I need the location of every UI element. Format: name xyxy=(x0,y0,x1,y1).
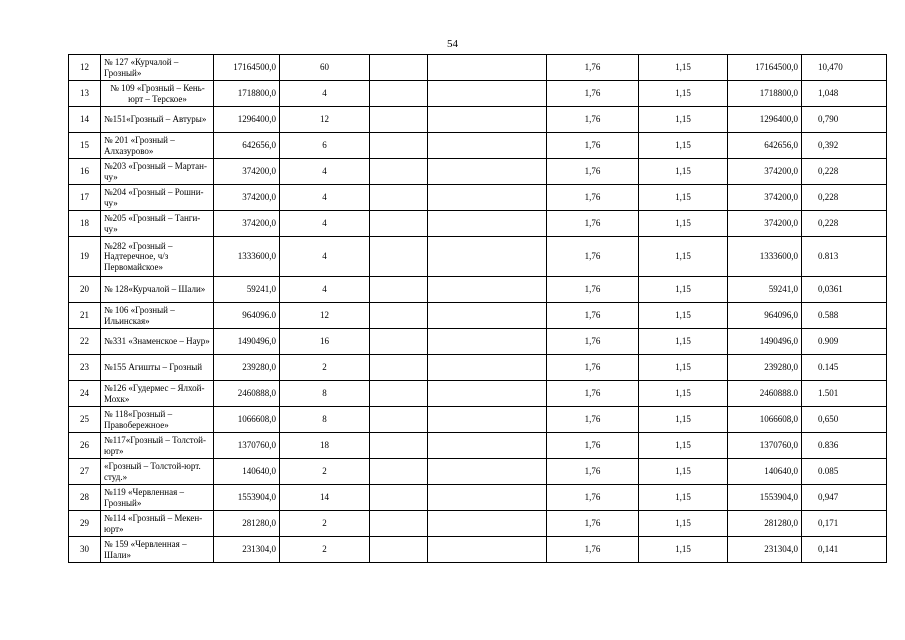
cost-cell: 17164500,0 xyxy=(214,55,280,81)
table-row xyxy=(69,537,887,563)
share-cell: 0.909 xyxy=(802,329,887,355)
empty-cell xyxy=(428,381,547,407)
empty-cell xyxy=(428,511,547,537)
total-cell: 374200,0 xyxy=(728,211,802,237)
cost-cell: 964096.0 xyxy=(214,303,280,329)
coefficient-1-cell: 1,76 xyxy=(547,303,639,329)
row-number-cell: 25 xyxy=(69,407,101,433)
empty-cell xyxy=(370,537,428,563)
row-number-cell: 15 xyxy=(69,133,101,159)
row-number-cell: 19 xyxy=(69,237,101,277)
share-cell: 0,228 xyxy=(802,185,887,211)
coefficient-1-cell: 1,76 xyxy=(547,329,639,355)
total-cell: 1553904,0 xyxy=(728,485,802,511)
total-cell: 374200,0 xyxy=(728,185,802,211)
empty-cell xyxy=(370,485,428,511)
coefficient-2-cell: 1,15 xyxy=(639,511,728,537)
empty-cell xyxy=(370,81,428,107)
empty-cell xyxy=(428,185,547,211)
total-cell: 2460888.0 xyxy=(728,381,802,407)
coefficient-2-cell: 1,15 xyxy=(639,537,728,563)
route-name-cell: № 201 «Грозный – Алхазурово» xyxy=(101,133,214,159)
share-cell: 0,650 xyxy=(802,407,887,433)
routes-table xyxy=(68,54,887,563)
empty-cell xyxy=(370,381,428,407)
route-name-cell: № 118«Грозный – Правобережное» xyxy=(101,407,214,433)
empty-cell xyxy=(428,485,547,511)
cost-cell: 1553904,0 xyxy=(214,485,280,511)
table-row xyxy=(69,407,887,433)
share-cell: 0,228 xyxy=(802,211,887,237)
total-cell: 59241,0 xyxy=(728,277,802,303)
units-cell: 2 xyxy=(280,537,370,563)
empty-cell xyxy=(370,185,428,211)
table-row xyxy=(69,329,887,355)
route-name-cell: № 109 «Грозный – Кень-юрт – Терское» xyxy=(101,81,214,107)
cost-cell: 140640,0 xyxy=(214,459,280,485)
row-number-cell: 28 xyxy=(69,485,101,511)
row-number-cell: 22 xyxy=(69,329,101,355)
share-cell: 0,141 xyxy=(802,537,887,563)
empty-cell xyxy=(428,211,547,237)
route-name-cell: №331 «Знаменское – Наур» xyxy=(101,329,214,355)
row-number-cell: 13 xyxy=(69,81,101,107)
route-name-cell: №205 «Грозный – Танги-чу» xyxy=(101,211,214,237)
row-number-cell: 12 xyxy=(69,55,101,81)
coefficient-2-cell: 1,15 xyxy=(639,407,728,433)
route-name-cell: №126 «Гудермес – Ялхой-Мохк» xyxy=(101,381,214,407)
units-cell: 12 xyxy=(280,303,370,329)
total-cell: 17164500,0 xyxy=(728,55,802,81)
share-cell: 0,228 xyxy=(802,159,887,185)
empty-cell xyxy=(428,237,547,277)
coefficient-1-cell: 1,76 xyxy=(547,107,639,133)
cost-cell: 642656,0 xyxy=(214,133,280,159)
route-name-cell: № 106 «Грозный – Ильинская» xyxy=(101,303,214,329)
empty-cell xyxy=(370,277,428,303)
table-row xyxy=(69,107,887,133)
route-name-cell: №151«Грозный – Автуры» xyxy=(101,107,214,133)
total-cell: 231304,0 xyxy=(728,537,802,563)
empty-cell xyxy=(370,407,428,433)
page-number: 54 xyxy=(447,38,458,50)
empty-cell xyxy=(370,159,428,185)
route-name-cell: № 127 «Курчалой – Грозный» xyxy=(101,55,214,81)
table-row xyxy=(69,185,887,211)
coefficient-1-cell: 1,76 xyxy=(547,237,639,277)
units-cell: 2 xyxy=(280,459,370,485)
share-cell: 0.588 xyxy=(802,303,887,329)
cost-cell: 374200,0 xyxy=(214,211,280,237)
share-cell: 0,0361 xyxy=(802,277,887,303)
table-row xyxy=(69,55,887,81)
coefficient-2-cell: 1,15 xyxy=(639,329,728,355)
coefficient-1-cell: 1,76 xyxy=(547,485,639,511)
coefficient-2-cell: 1,15 xyxy=(639,433,728,459)
empty-cell xyxy=(428,355,547,381)
empty-cell xyxy=(428,277,547,303)
empty-cell xyxy=(370,433,428,459)
coefficient-1-cell: 1,76 xyxy=(547,407,639,433)
coefficient-1-cell: 1,76 xyxy=(547,133,639,159)
share-cell: 0.836 xyxy=(802,433,887,459)
units-cell: 6 xyxy=(280,133,370,159)
coefficient-1-cell: 1,76 xyxy=(547,433,639,459)
empty-cell xyxy=(428,537,547,563)
row-number-cell: 23 xyxy=(69,355,101,381)
route-name-cell: №203 «Грозный – Мартан-чу» xyxy=(101,159,214,185)
coefficient-1-cell: 1,76 xyxy=(547,81,639,107)
cost-cell: 281280,0 xyxy=(214,511,280,537)
units-cell: 18 xyxy=(280,433,370,459)
empty-cell xyxy=(370,211,428,237)
coefficient-1-cell: 1,76 xyxy=(547,381,639,407)
row-number-cell: 14 xyxy=(69,107,101,133)
total-cell: 964096,0 xyxy=(728,303,802,329)
cost-cell: 374200,0 xyxy=(214,185,280,211)
table-row xyxy=(69,485,887,511)
coefficient-2-cell: 1,15 xyxy=(639,459,728,485)
coefficient-2-cell: 1,15 xyxy=(639,185,728,211)
route-name-cell: №117«Грозный – Толстой-юрт» xyxy=(101,433,214,459)
total-cell: 140640,0 xyxy=(728,459,802,485)
units-cell: 16 xyxy=(280,329,370,355)
total-cell: 1066608,0 xyxy=(728,407,802,433)
cost-cell: 1296400,0 xyxy=(214,107,280,133)
row-number-cell: 27 xyxy=(69,459,101,485)
units-cell: 12 xyxy=(280,107,370,133)
coefficient-2-cell: 1,15 xyxy=(639,237,728,277)
coefficient-2-cell: 1,15 xyxy=(639,485,728,511)
row-number-cell: 18 xyxy=(69,211,101,237)
empty-cell xyxy=(428,407,547,433)
coefficient-2-cell: 1,15 xyxy=(639,107,728,133)
route-name-cell: №282 «Грозный – Надтеречное, ч/з Первомайское» xyxy=(101,237,214,277)
units-cell: 4 xyxy=(280,277,370,303)
coefficient-2-cell: 1,15 xyxy=(639,303,728,329)
route-name-cell: «Грозный – Толстой-юрт. студ.» xyxy=(101,459,214,485)
empty-cell xyxy=(428,329,547,355)
units-cell: 8 xyxy=(280,407,370,433)
row-number-cell: 24 xyxy=(69,381,101,407)
cost-cell: 1718800,0 xyxy=(214,81,280,107)
total-cell: 1490496,0 xyxy=(728,329,802,355)
coefficient-2-cell: 1,15 xyxy=(639,355,728,381)
coefficient-1-cell: 1,76 xyxy=(547,211,639,237)
route-name-cell: № 128«Курчалой – Шали» xyxy=(101,277,214,303)
table-row xyxy=(69,381,887,407)
coefficient-1-cell: 1,76 xyxy=(547,459,639,485)
total-cell: 1718800,0 xyxy=(728,81,802,107)
share-cell: 0.813 xyxy=(802,237,887,277)
coefficient-2-cell: 1,15 xyxy=(639,55,728,81)
cost-cell: 239280,0 xyxy=(214,355,280,381)
empty-cell xyxy=(428,159,547,185)
coefficient-1-cell: 1,76 xyxy=(547,277,639,303)
route-name-cell: №114 «Грозный – Мекен-юрт» xyxy=(101,511,214,537)
empty-cell xyxy=(428,133,547,159)
table-row xyxy=(69,511,887,537)
units-cell: 4 xyxy=(280,81,370,107)
share-cell: 0,171 xyxy=(802,511,887,537)
total-cell: 374200,0 xyxy=(728,159,802,185)
share-cell: 0,947 xyxy=(802,485,887,511)
row-number-cell: 26 xyxy=(69,433,101,459)
units-cell: 4 xyxy=(280,159,370,185)
empty-cell xyxy=(428,303,547,329)
share-cell: 1,048 xyxy=(802,81,887,107)
empty-cell xyxy=(370,303,428,329)
share-cell: 1.501 xyxy=(802,381,887,407)
route-name-cell: №204 «Грозный – Рошни-чу» xyxy=(101,185,214,211)
row-number-cell: 29 xyxy=(69,511,101,537)
coefficient-2-cell: 1,15 xyxy=(639,133,728,159)
cost-cell: 374200,0 xyxy=(214,159,280,185)
coefficient-2-cell: 1,15 xyxy=(639,211,728,237)
cost-cell: 231304,0 xyxy=(214,537,280,563)
table-row xyxy=(69,159,887,185)
table-row xyxy=(69,81,887,107)
units-cell: 4 xyxy=(280,211,370,237)
coefficient-1-cell: 1,76 xyxy=(547,159,639,185)
row-number-cell: 21 xyxy=(69,303,101,329)
coefficient-2-cell: 1,15 xyxy=(639,277,728,303)
empty-cell xyxy=(370,511,428,537)
share-cell: 0,790 xyxy=(802,107,887,133)
table-row xyxy=(69,211,887,237)
units-cell: 4 xyxy=(280,185,370,211)
route-name-cell: № 159 «Червленная – Шали» xyxy=(101,537,214,563)
coefficient-1-cell: 1,76 xyxy=(547,55,639,81)
coefficient-2-cell: 1,15 xyxy=(639,381,728,407)
share-cell: 0.085 xyxy=(802,459,887,485)
row-number-cell: 16 xyxy=(69,159,101,185)
empty-cell xyxy=(370,237,428,277)
total-cell: 642656,0 xyxy=(728,133,802,159)
share-cell: 0,392 xyxy=(802,133,887,159)
empty-cell xyxy=(428,433,547,459)
empty-cell xyxy=(370,459,428,485)
units-cell: 8 xyxy=(280,381,370,407)
total-cell: 239280,0 xyxy=(728,355,802,381)
cost-cell: 1333600,0 xyxy=(214,237,280,277)
empty-cell xyxy=(370,107,428,133)
units-cell: 2 xyxy=(280,511,370,537)
table-row xyxy=(69,237,887,277)
empty-cell xyxy=(428,55,547,81)
table-row xyxy=(69,277,887,303)
coefficient-2-cell: 1,15 xyxy=(639,81,728,107)
total-cell: 281280,0 xyxy=(728,511,802,537)
share-cell: 0.145 xyxy=(802,355,887,381)
table-row xyxy=(69,355,887,381)
empty-cell xyxy=(370,355,428,381)
total-cell: 1333600,0 xyxy=(728,237,802,277)
coefficient-2-cell: 1,15 xyxy=(639,159,728,185)
empty-cell xyxy=(428,81,547,107)
cost-cell: 1066608,0 xyxy=(214,407,280,433)
cost-cell: 1490496,0 xyxy=(214,329,280,355)
total-cell: 1296400,0 xyxy=(728,107,802,133)
units-cell: 14 xyxy=(280,485,370,511)
empty-cell xyxy=(370,55,428,81)
cost-cell: 59241,0 xyxy=(214,277,280,303)
route-name-cell: №155 Агишты – Грозный xyxy=(101,355,214,381)
coefficient-1-cell: 1,76 xyxy=(547,511,639,537)
units-cell: 4 xyxy=(280,237,370,277)
empty-cell xyxy=(428,459,547,485)
units-cell: 60 xyxy=(280,55,370,81)
row-number-cell: 17 xyxy=(69,185,101,211)
table-body xyxy=(69,55,887,563)
table-row xyxy=(69,433,887,459)
cost-cell: 2460888,0 xyxy=(214,381,280,407)
coefficient-1-cell: 1,76 xyxy=(547,355,639,381)
empty-cell xyxy=(370,133,428,159)
table-row xyxy=(69,459,887,485)
row-number-cell: 30 xyxy=(69,537,101,563)
empty-cell xyxy=(428,107,547,133)
cost-cell: 1370760,0 xyxy=(214,433,280,459)
table-row xyxy=(69,303,887,329)
coefficient-1-cell: 1,76 xyxy=(547,185,639,211)
share-cell: 10,470 xyxy=(802,55,887,81)
table-row xyxy=(69,133,887,159)
row-number-cell: 20 xyxy=(69,277,101,303)
empty-cell xyxy=(370,329,428,355)
total-cell: 1370760,0 xyxy=(728,433,802,459)
route-name-cell: №119 «Червленная – Грозный» xyxy=(101,485,214,511)
coefficient-1-cell: 1,76 xyxy=(547,537,639,563)
units-cell: 2 xyxy=(280,355,370,381)
